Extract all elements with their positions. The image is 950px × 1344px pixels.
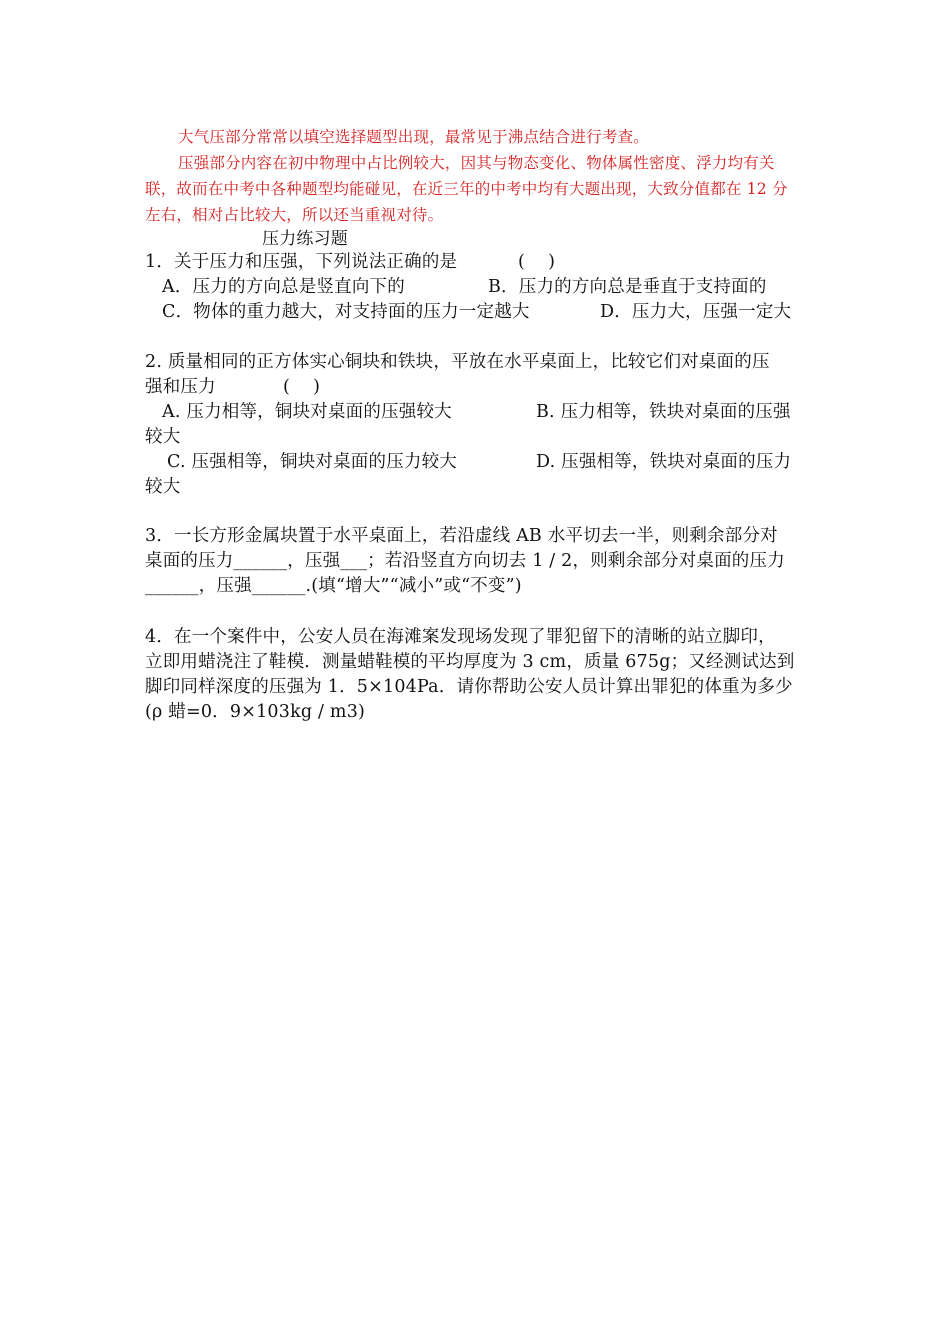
q1-option-a: A．压力的方向总是竖直向下的 [162, 277, 405, 297]
q3-line: 3．一长方形金属块置于水平桌面上，若沿虚线 AB 水平切去一半，则剩余部分对 [145, 526, 778, 546]
q4-line: 立即用蜡浇注了鞋模．测量蜡鞋模的平均厚度为 3 cm，质量 675g；又经测试达到 [145, 652, 795, 672]
section-title: 压力练习题 [262, 229, 348, 249]
q2-option-d: D. 压强相等，铁块对桌面的压力 [536, 452, 792, 472]
intro-line: 大气压部分常常以填空选择题型出现，最常见于沸点结合进行考查。 [178, 128, 650, 146]
q1-answer-blank: ( ) [518, 252, 556, 272]
q2-option-d-cont: 较大 [145, 477, 181, 497]
q1-option-b: B．压力的方向总是垂直于支持面的 [488, 277, 767, 297]
intro-line: 左右，相对占比较大，所以还当重视对待。 [145, 206, 444, 224]
q2-stem-line: 2. 质量相同的正方体实心铜块和铁块，平放在水平桌面上，比较它们对桌面的压 [145, 352, 770, 372]
q1-stem: 1．关于压力和压强，下列说法正确的是 [145, 252, 458, 272]
intro-line: 压强部分内容在初中物理中占比例较大，因其与物态变化、物体属性密度、浮力均有关 [178, 154, 775, 172]
q4-line: 脚印同样深度的压强为 1．5×104Pa．请你帮助公安人员计算出罪犯的体重为多少 [145, 677, 793, 697]
q2-answer-blank: ( ) [283, 377, 321, 397]
q4-line: 4．在一个案件中，公安人员在海滩案发现场发现了罪犯留下的清晰的站立脚印， [145, 627, 776, 647]
q2-option-b-cont: 较大 [145, 427, 181, 447]
q2-stem-line: 强和压力 [145, 377, 216, 397]
q2-option-c: C. 压强相等，铜块对桌面的压力较大 [167, 452, 457, 472]
q1-option-c: C．物体的重力越大，对支持面的压力一定越大 [162, 302, 530, 322]
q3-line: 桌面的压力______，压强___；若沿竖直方向切去 1 / 2，则剩余部分对桌面的压力 [145, 551, 785, 571]
q2-option-a: A. 压力相等，铜块对桌面的压强较大 [162, 402, 452, 422]
q3-line: ______，压强______.(填“增大”“减小”或“不变”) [145, 576, 522, 596]
q4-line: (ρ 蜡=0．9×103kg / m3) [145, 702, 366, 722]
q2-option-b: B. 压力相等，铁块对桌面的压强 [536, 402, 791, 422]
intro-line: 联，故而在中考中各种题型均能碰见，在近三年的中考中均有大题出现，大致分值都在 12 分 [145, 180, 788, 198]
q1-option-d: D．压力大，压强一定大 [600, 302, 792, 322]
